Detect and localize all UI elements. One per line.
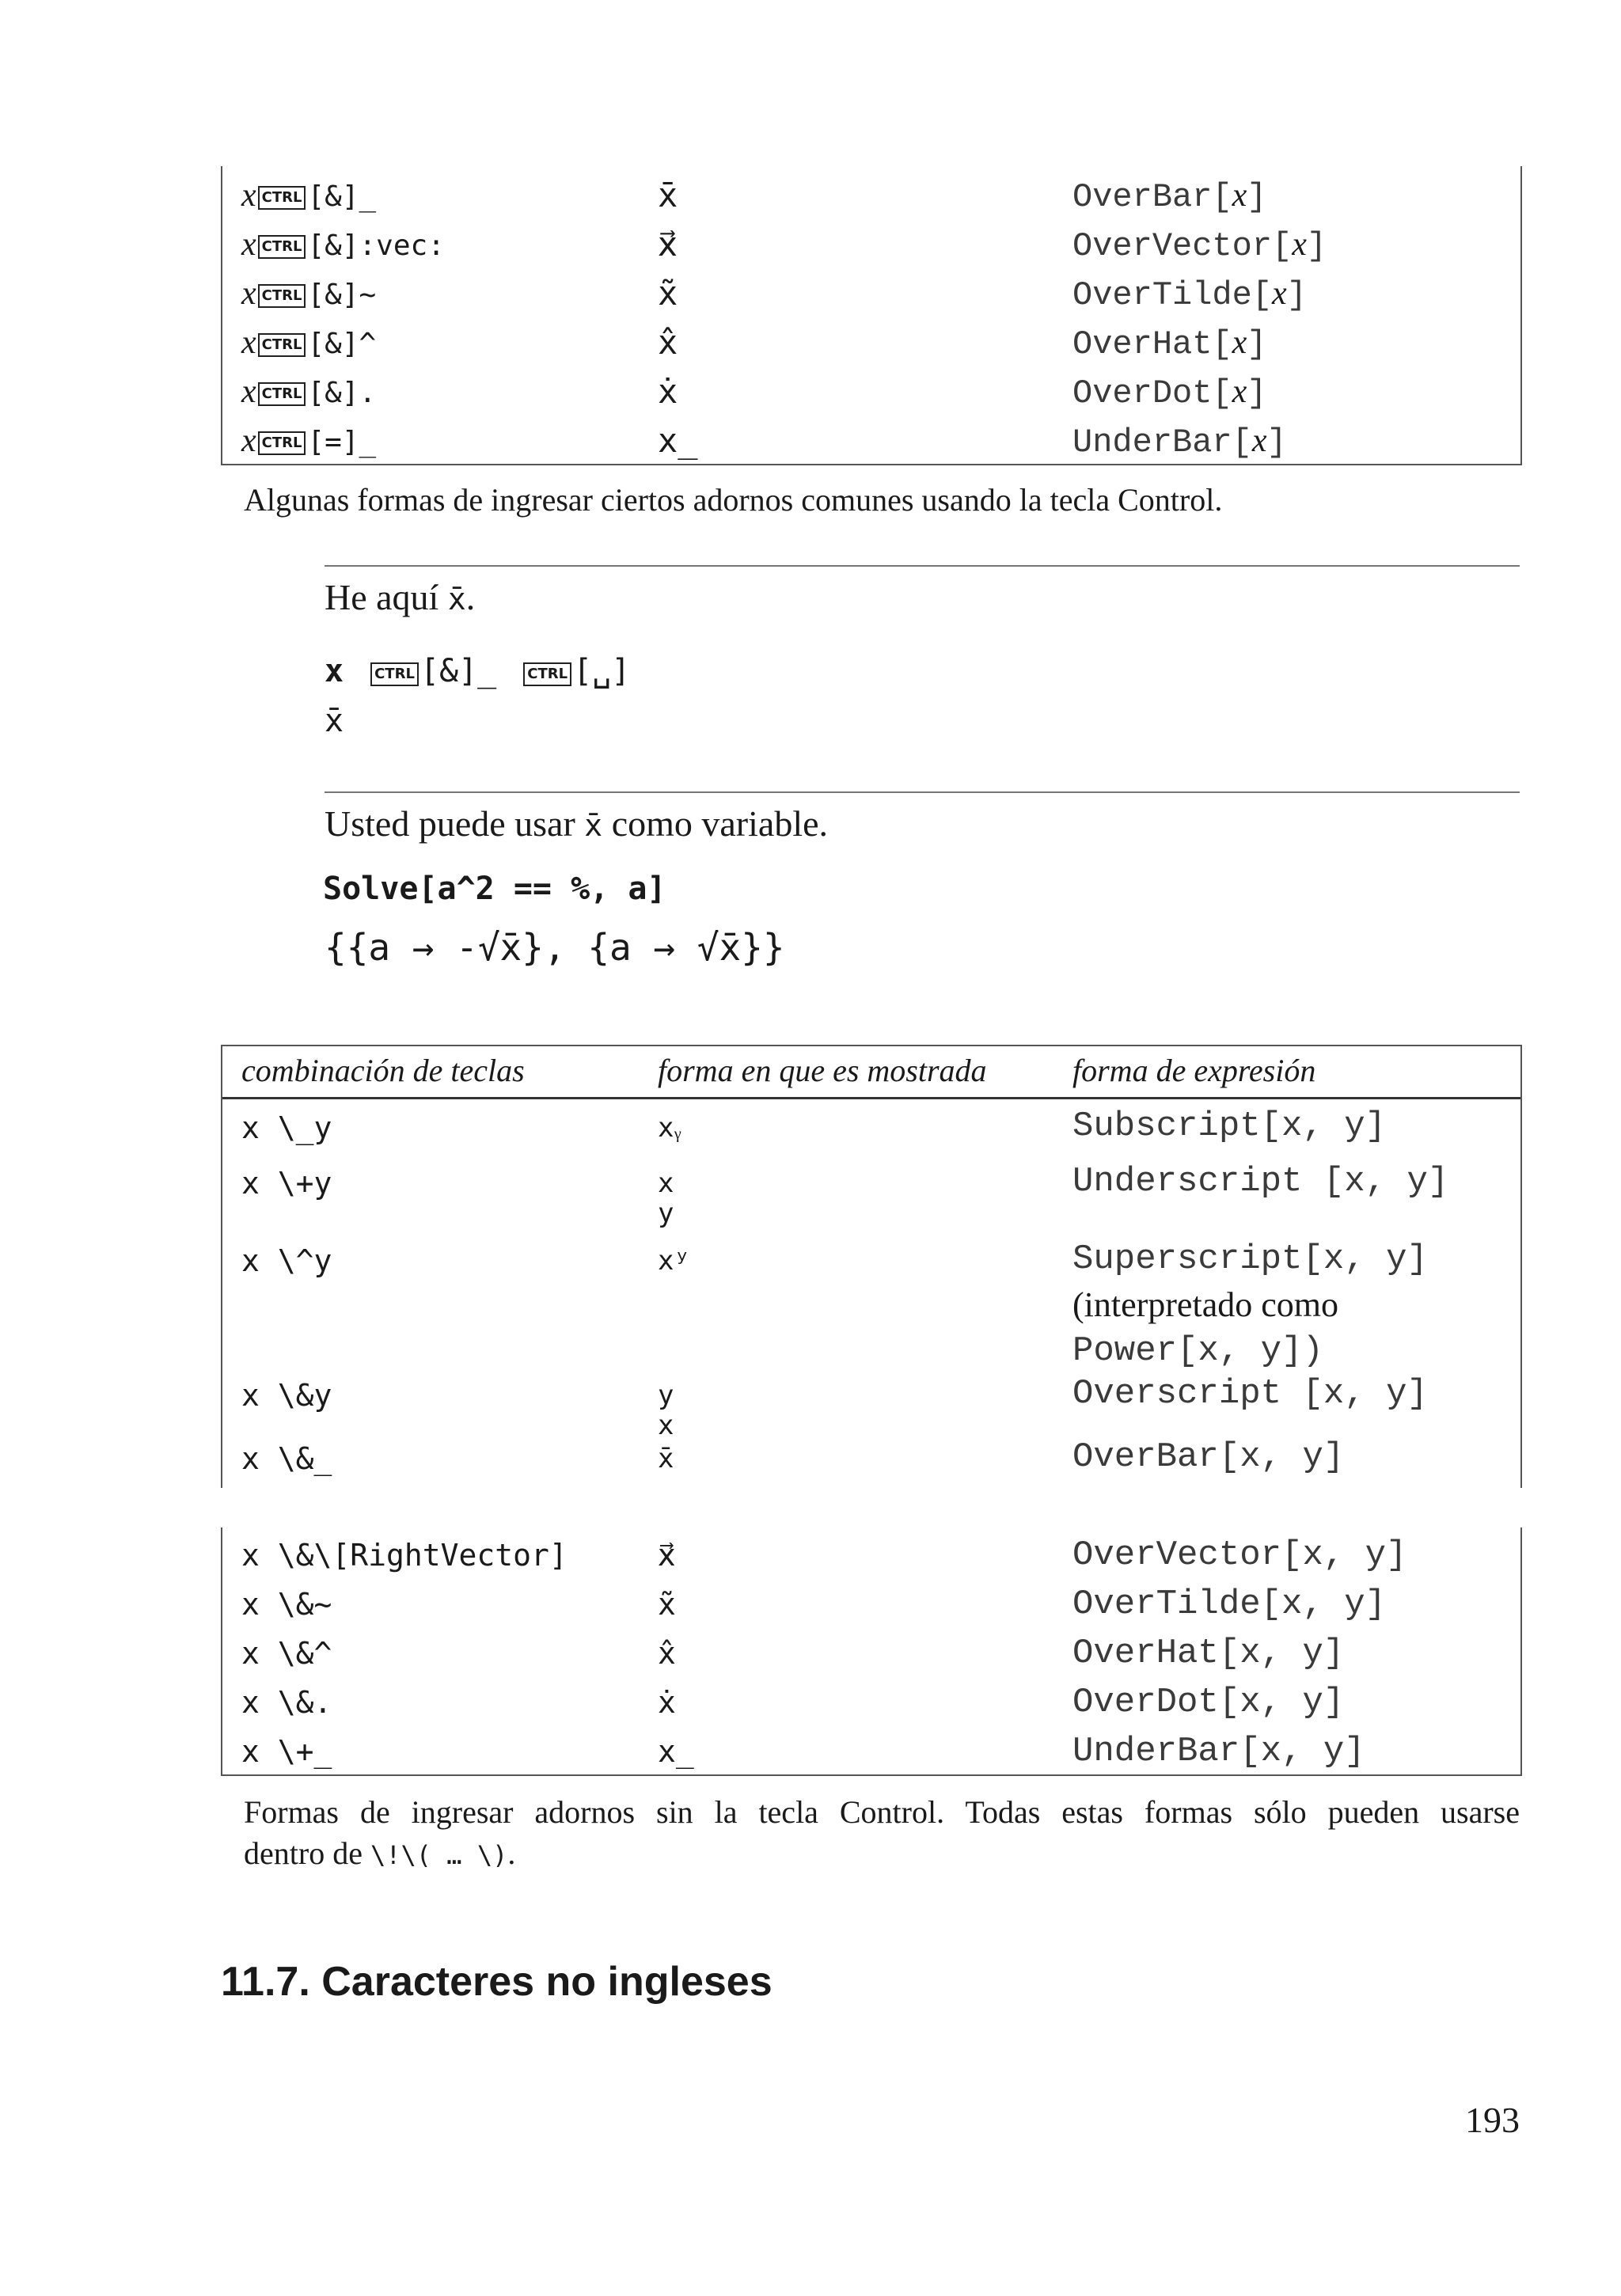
- text-before: Usted puede usar: [325, 803, 575, 844]
- keys-cell: x \+_: [241, 1734, 332, 1769]
- table-backslash-keys-continued: [221, 1528, 1522, 1776]
- keys-cell: [241, 171, 376, 222]
- input-var: x: [241, 226, 256, 263]
- table-row: [222, 1727, 1520, 1776]
- expr-end: ]: [1247, 374, 1267, 412]
- display-cell: [658, 1113, 681, 1143]
- input-keys: [&].: [307, 377, 377, 409]
- cell-divider: [325, 791, 1520, 793]
- input-cell: [325, 649, 630, 693]
- display-cell: [658, 1380, 674, 1440]
- expr-function: OverTilde[: [1072, 276, 1273, 314]
- ctrl-key-icon: CTRL: [258, 333, 306, 357]
- expression-cell: [1072, 269, 1307, 320]
- expr-arg: x: [1232, 374, 1247, 410]
- input-keys: [&]^: [307, 328, 377, 360]
- input-cell: Solve[a^2 == %, a]: [323, 871, 666, 907]
- expr-end: ]: [1306, 227, 1327, 265]
- keys-cell: [241, 318, 376, 369]
- table-header-row: [222, 1046, 1520, 1095]
- header-divider: [222, 1097, 1520, 1099]
- expr-arg: x: [1232, 324, 1247, 361]
- table-control-caption: Algunas formas de ingresar ciertos adornos comunes usando la tecla Control.: [244, 482, 1223, 518]
- keys-cell: [241, 220, 445, 271]
- expression-cell: OverHat[x, y]: [1072, 1634, 1345, 1673]
- table-backslash-caption: [244, 1792, 1520, 1876]
- ctrl-key-icon: CTRL: [258, 382, 306, 406]
- keys-cell: x \_y: [241, 1110, 332, 1145]
- expression-cell: [1072, 1434, 1344, 1480]
- expression-cell: OverTilde[x, y]: [1072, 1584, 1387, 1624]
- header-expression: forma de expresión: [1072, 1053, 1316, 1088]
- table-row: [222, 171, 1520, 220]
- expression-cell: UnderBar[x, y]: [1072, 1732, 1365, 1771]
- display-cell: [658, 1444, 674, 1474]
- caption-code: \!\( … \): [370, 1840, 508, 1870]
- table-row: [222, 367, 1520, 416]
- ctrl-key-icon: CTRL: [258, 431, 306, 455]
- table-row: [222, 220, 1520, 269]
- keys-cell: x \&~: [241, 1587, 332, 1622]
- display-cell: x̲: [658, 421, 698, 460]
- header-keys: combinación de teclas: [241, 1053, 525, 1088]
- display-second: x: [658, 1410, 674, 1441]
- caption-line-1: Formas de ingresar adornos sin la tecla Control. Todas estas formas sólo pueden usarse: [244, 1794, 1520, 1830]
- input-var: x: [241, 374, 256, 410]
- expr-function: UnderBar[: [1072, 423, 1252, 461]
- keys-cell: x \^y: [241, 1243, 332, 1278]
- expr-end: ]: [1266, 423, 1287, 461]
- section-heading: 11.7. Caracteres no ingleses: [221, 1959, 773, 2005]
- input-var: x: [241, 177, 256, 214]
- page-number: 193: [1465, 2100, 1520, 2140]
- expression-cell: [1072, 416, 1287, 467]
- caption-suffix: .: [507, 1835, 516, 1871]
- display-cell: ẋ: [658, 1685, 676, 1720]
- keys-cell: [241, 367, 376, 418]
- cell-divider: [325, 565, 1520, 567]
- table-row: [222, 1629, 1520, 1678]
- display-cell: x̄: [658, 176, 678, 214]
- expression-cell: [1072, 318, 1267, 369]
- expression-cell: [1072, 1371, 1428, 1417]
- expression-cell: OverVector[x, y]: [1072, 1535, 1407, 1575]
- expr-function: OverBar[: [1072, 178, 1232, 216]
- expression-cell: [1072, 367, 1267, 418]
- expression-cell: [1072, 1159, 1448, 1205]
- table-control-keys: [221, 166, 1522, 465]
- expr-arg: x: [1232, 177, 1247, 214]
- header-display: forma en que es mostrada: [658, 1053, 987, 1088]
- display-main: x: [658, 1167, 674, 1199]
- keys-cell: x \+y: [241, 1166, 332, 1201]
- table-backslash-keys: [221, 1045, 1522, 1488]
- expression-cell: [1072, 220, 1327, 271]
- output-cell: x̄: [325, 703, 344, 739]
- display-cell: [658, 1246, 690, 1276]
- expr-arg: x: [1251, 423, 1267, 459]
- expr-note-code: Power[x, y]): [1072, 1331, 1323, 1371]
- table-row: [222, 318, 1520, 367]
- input-keys: [=]_: [307, 426, 377, 458]
- expr-text: Overscript [x, y]: [1072, 1374, 1428, 1414]
- input-var: x: [241, 423, 256, 459]
- keys-cell: x \&\[RightVector]: [241, 1538, 568, 1573]
- keys-cell: x \&y: [241, 1378, 332, 1413]
- ctrl-key-icon: CTRL: [370, 662, 419, 686]
- expression-cell: [1072, 1236, 1428, 1374]
- expr-arg: x: [1272, 275, 1287, 312]
- ctrl-key-icon: CTRL: [523, 662, 571, 686]
- expr-text: Underscript [x, y]: [1072, 1162, 1449, 1201]
- display-main: xᵧ: [658, 1112, 681, 1144]
- expr-function: OverDot[: [1072, 374, 1232, 412]
- input-keys: [␣]: [573, 653, 631, 689]
- symbol-xbar: x̄: [447, 582, 466, 617]
- ctrl-key-icon: CTRL: [258, 186, 306, 210]
- text-after: como variable.: [611, 803, 829, 844]
- input-var: x: [241, 275, 256, 312]
- expr-note: (interpretado como: [1072, 1285, 1338, 1324]
- display-main: x̄: [658, 1443, 674, 1474]
- display-cell: x̃: [658, 274, 678, 313]
- ctrl-key-icon: CTRL: [258, 284, 306, 308]
- caption-prefix: dentro de: [244, 1835, 363, 1871]
- table-row: [222, 1531, 1520, 1580]
- display-cell: x̂: [658, 1636, 676, 1671]
- display-cell: x̲: [658, 1734, 694, 1769]
- output-cell: {{a → -√x̄}, {a → √x̄}}: [325, 926, 785, 969]
- display-cell: ẋ: [658, 372, 678, 411]
- text-after: .: [465, 577, 476, 617]
- display-main: xʸ: [658, 1245, 690, 1277]
- expr-end: ]: [1247, 178, 1267, 216]
- input-var: x: [325, 653, 344, 689]
- table-row: [222, 416, 1520, 465]
- input-keys: [&]_: [419, 653, 497, 689]
- expression-cell: [1072, 1103, 1386, 1149]
- table-row: [222, 1678, 1520, 1727]
- input-var: x: [241, 324, 256, 361]
- text-before: He aquí: [325, 577, 439, 617]
- ctrl-key-icon: CTRL: [258, 235, 306, 259]
- expr-text: Subscript[x, y]: [1072, 1106, 1387, 1146]
- expr-function: OverHat[: [1072, 325, 1232, 363]
- display-cell: x⃗: [658, 225, 678, 264]
- keys-cell: [241, 416, 376, 467]
- keys-cell: x \&.: [241, 1685, 332, 1720]
- text-cell: [325, 573, 475, 624]
- display-cell: x̃: [658, 1587, 676, 1622]
- display-second: y: [658, 1197, 674, 1229]
- display-cell: [658, 1168, 674, 1228]
- table-row: [222, 269, 1520, 318]
- expression-cell: OverDot[x, y]: [1072, 1683, 1345, 1722]
- expr-arg: x: [1292, 226, 1307, 263]
- display-cell: x⃗: [658, 1538, 676, 1573]
- display-main: y: [658, 1379, 674, 1411]
- symbol-xbar: x̄: [584, 808, 603, 843]
- input-keys: [&]:vec:: [307, 230, 445, 262]
- expression-cell: [1072, 171, 1267, 222]
- text-cell: [325, 799, 828, 850]
- caption-line-2: [244, 1833, 1520, 1876]
- table-row: [222, 1580, 1520, 1629]
- expr-text: OverBar[x, y]: [1072, 1437, 1345, 1477]
- keys-cell: x \&_: [241, 1441, 332, 1476]
- expr-function: OverVector[: [1072, 227, 1293, 265]
- expr-end: ]: [1286, 276, 1307, 314]
- input-keys: [&]~: [307, 279, 377, 311]
- display-cell: x̂: [658, 323, 678, 362]
- keys-cell: [241, 269, 376, 320]
- keys-cell: x \&^: [241, 1636, 332, 1671]
- input-keys: [&]_: [307, 180, 377, 213]
- expr-end: ]: [1247, 325, 1267, 363]
- expr-text: Superscript[x, y]: [1072, 1239, 1428, 1279]
